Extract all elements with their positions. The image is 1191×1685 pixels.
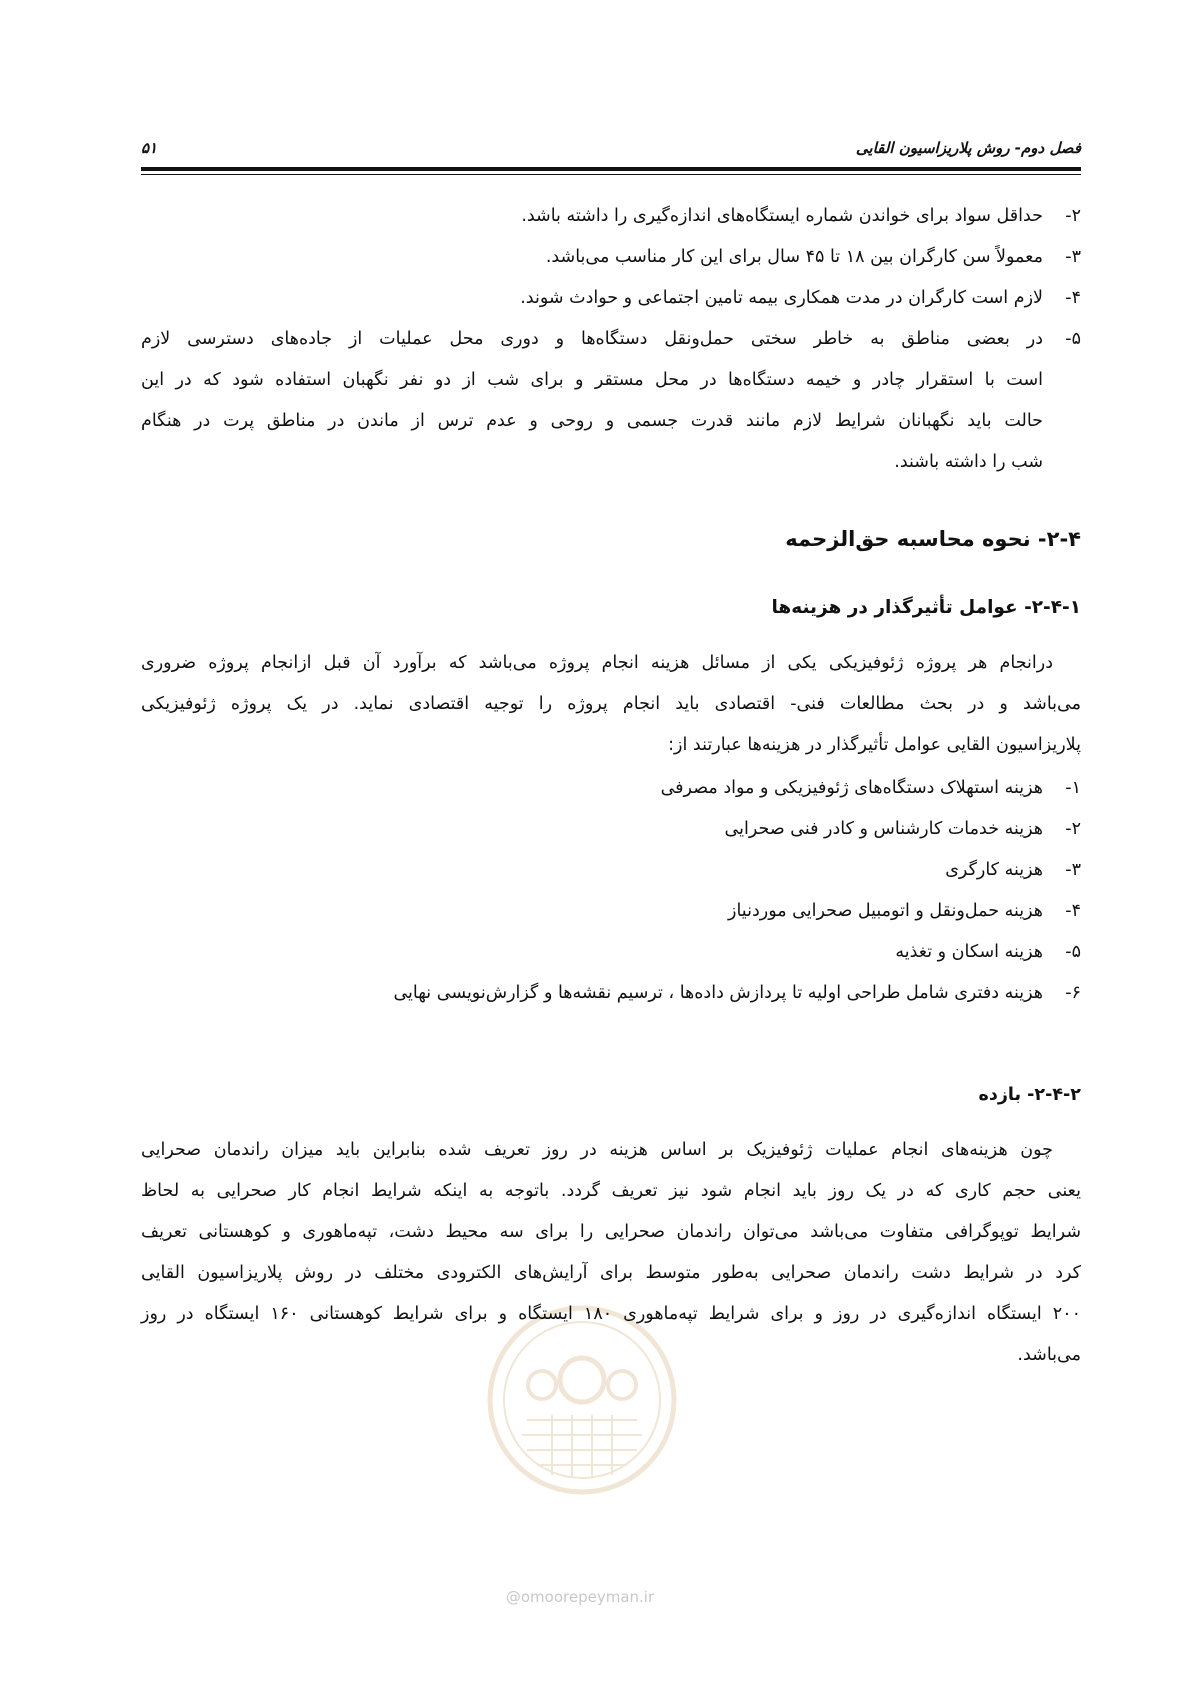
list-item: ۴-لازم است کارگران در مدت همکاری بیمه تامین اجتماعی و حوادث شوند. <box>520 288 1081 308</box>
chapter-title: فصل دوم- روش پلاریزاسیون القایی <box>855 139 1081 157</box>
paragraph: چون هزینه‌های انجام عملیات ژئوفیزیک بر اساس هزینه در روز تعریف شده بنابراین باید میزان راندمان صحرایی یعنی حجم کاری که در یک روز باید انجام شود نیز تعریف گردد. باتوجه به اینکه شرایط انجام کار صحرایی به لحاظ شرایط توپوگرافی متفاوت می‌باشد می‌توان راندمان صحرایی را برای سه محیط دشت، تپه‌ماهوری و کوهستانی تعریف کرد در شرایط دشت راندمان صحرایی به‌طور متوسط برای آرایش‌های الکترودی مختلف در روش پلاریزاسیون القایی ۲۰۰ ایستگاه اندازه‌گیری در روز و برای شرایط تپه‌ماهوری ۱۸۰ ایستگاه و برای شرایط کوهستانی ۱۶۰ ایستگاه در روز می‌باشد. <box>141 1140 1081 1365</box>
page-header <box>141 130 1081 166</box>
section-heading: ۲-۴- نحوه محاسبه حق‌الزحمه <box>785 527 1081 551</box>
list-item: ۶-هزینه دفتری شامل طراحی اولیه تا پردازش داده‌ها ، ترسیم نقشه‌ها و گزارش‌نویسی نهایی <box>393 983 1081 1003</box>
list-item: ۱-هزینه استهلاک دستگاه‌های ژئوفیزیکی و مواد مصرفی <box>660 778 1081 798</box>
subsection-heading: ۲-۴-۲- بازده <box>978 1085 1081 1105</box>
header-rule-thick <box>141 167 1081 171</box>
list-item: ۴-هزینه حمل‌ونقل و اتومبیل صحرایی موردنیاز <box>728 901 1081 921</box>
watermark-site-text: @omoorepeyman.ir <box>505 1588 655 1606</box>
paragraph: درانجام هر پروژه ژئوفیزیکی یکی از مسائل هزینه انجام پروژه می‌باشد که برآورد آن قبل ازانجام پروژه ضروری می‌باشد و در بحث مطالعات فنی- اقتصادی باید انجام پروژه را توجیه اقتصادی نماید. در یک پروژه ژئوفیزیکی پلاریزاسیون القایی عوامل تأثیرگذار در هزینه‌ها عبارتند از: <box>141 653 1081 755</box>
list-item: ۲-حداقل سواد برای خواندن شماره ایستگاه‌های اندازه‌گیری را داشته باشد. <box>521 206 1081 226</box>
page-number: ۵۱ <box>141 139 158 157</box>
header-rule-thin <box>141 174 1081 175</box>
at-icon: @ <box>505 1588 521 1606</box>
list-item: ۳-معمولاً سن کارگران بین ۱۸ تا ۴۵ سال برای این کار مناسب می‌باشد. <box>545 247 1081 267</box>
list-item: ۳-هزینه کارگری <box>945 860 1081 880</box>
list-item-multiline: ۵- در بعضی مناطق به خاطر سختی حمل‌ونقل دستگاه‌ها و دوری محل عملیات از جاده‌های دسترسی لازم است با استقرار چادر و خیمه دستگاه‌ها در محل مستقر و برای شب از دو نفر نگهبان استفاده شود که در این حالت باید نگهبانان شرایط لازم مانند قدرت جسمی و روحی و عدم ترس از ماندن در مناطق پرت در هنگام شب را داشته باشند. <box>141 329 1081 472</box>
list-item: ۲-هزینه خدمات کارشناس و کادر فنی صحرایی <box>724 819 1081 839</box>
subsection-heading: ۲-۴-۱- عوامل تأثیرگذار در هزینه‌ها <box>771 597 1081 618</box>
list-item: ۵-هزینه اسکان و تغذیه <box>895 942 1081 962</box>
